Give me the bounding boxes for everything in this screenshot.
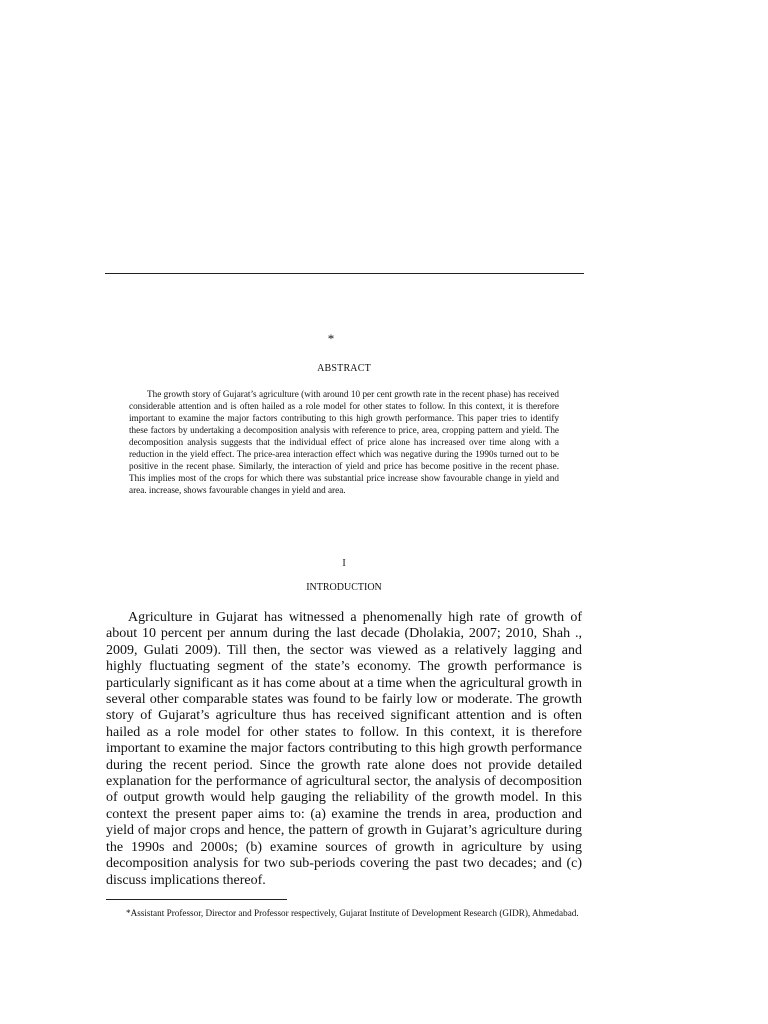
introduction-paragraph: Agriculture in Gujarat has witnessed a phenomenally high rate of growth of about 10 percent per annum during the last decade (Dholakia, 2007; 2010, Shah ., 2009, Gulati 2009). Till then, the sector was viewed as a relatively lagging and highly fluctuating segment of the state’s economy. The growth performance is particularly significant as it has come about at a time when the agricultural growth in several other comparable states was found to be fairly low or moderate. The growth story of Gujarat’s agriculture thus has received significant attention and is often hailed as a role model for other states to follow. In this context, it is therefore important to examine the major factors contributing to this high growth performance during the recent period. Since the growth rate alone does not provide detailed explanation for the performance of agricultural sector, the analysis of decomposition of output growth would help gauging the reliability of the growth model. In this context the present paper aims to: (a) examine the trends in area, production and yield of major crops and hence, the pattern of growth in Gujarat’s agriculture during the 1990s and 2000s; (b) examine sources of growth in agriculture by using decomposition analysis for two sub-periods covering the past two decades; and (c) discuss implications thereof. — [106, 610, 582, 888]
introduction-body — [106, 610, 582, 889]
abstract-heading: ABSTRACT — [317, 363, 371, 374]
title-asterisk: * — [327, 331, 335, 346]
footnote — [106, 907, 582, 919]
abstract-body — [129, 388, 559, 496]
section-number: I — [342, 558, 346, 569]
footnote-text: *Assistant Professor, Director and Professor respectively, Gujarat Institute of Development Research (GIDR), Ahmedabad. — [126, 908, 579, 918]
header-rule — [105, 273, 584, 274]
footnote-rule — [106, 899, 287, 900]
abstract-paragraph: The growth story of Gujarat’s agriculture (with around 10 per cent growth rate in the recent phase) has received considerable attention and is often hailed as a role model for other states to follow. In this context, it is therefore important to examine the major factors contributing to this high growth performance. This paper tries to identify these factors by undertaking a decomposition analysis with reference to price, area, cropping pattern and yield. The decomposition analysis suggests that the individual effect of price alone has increased over time along with a reduction in the yield effect. The price-area interaction effect which was negative during the 1990s turned out to be positive in the recent phase. Similarly, the interaction of yield and price has become positive in the recent phase. This implies most of the crops for which there was substantial price increase show favourable change in yield and area. increase, shows favourable changes in yield and area. — [129, 389, 559, 495]
section-title: INTRODUCTION — [306, 582, 382, 593]
